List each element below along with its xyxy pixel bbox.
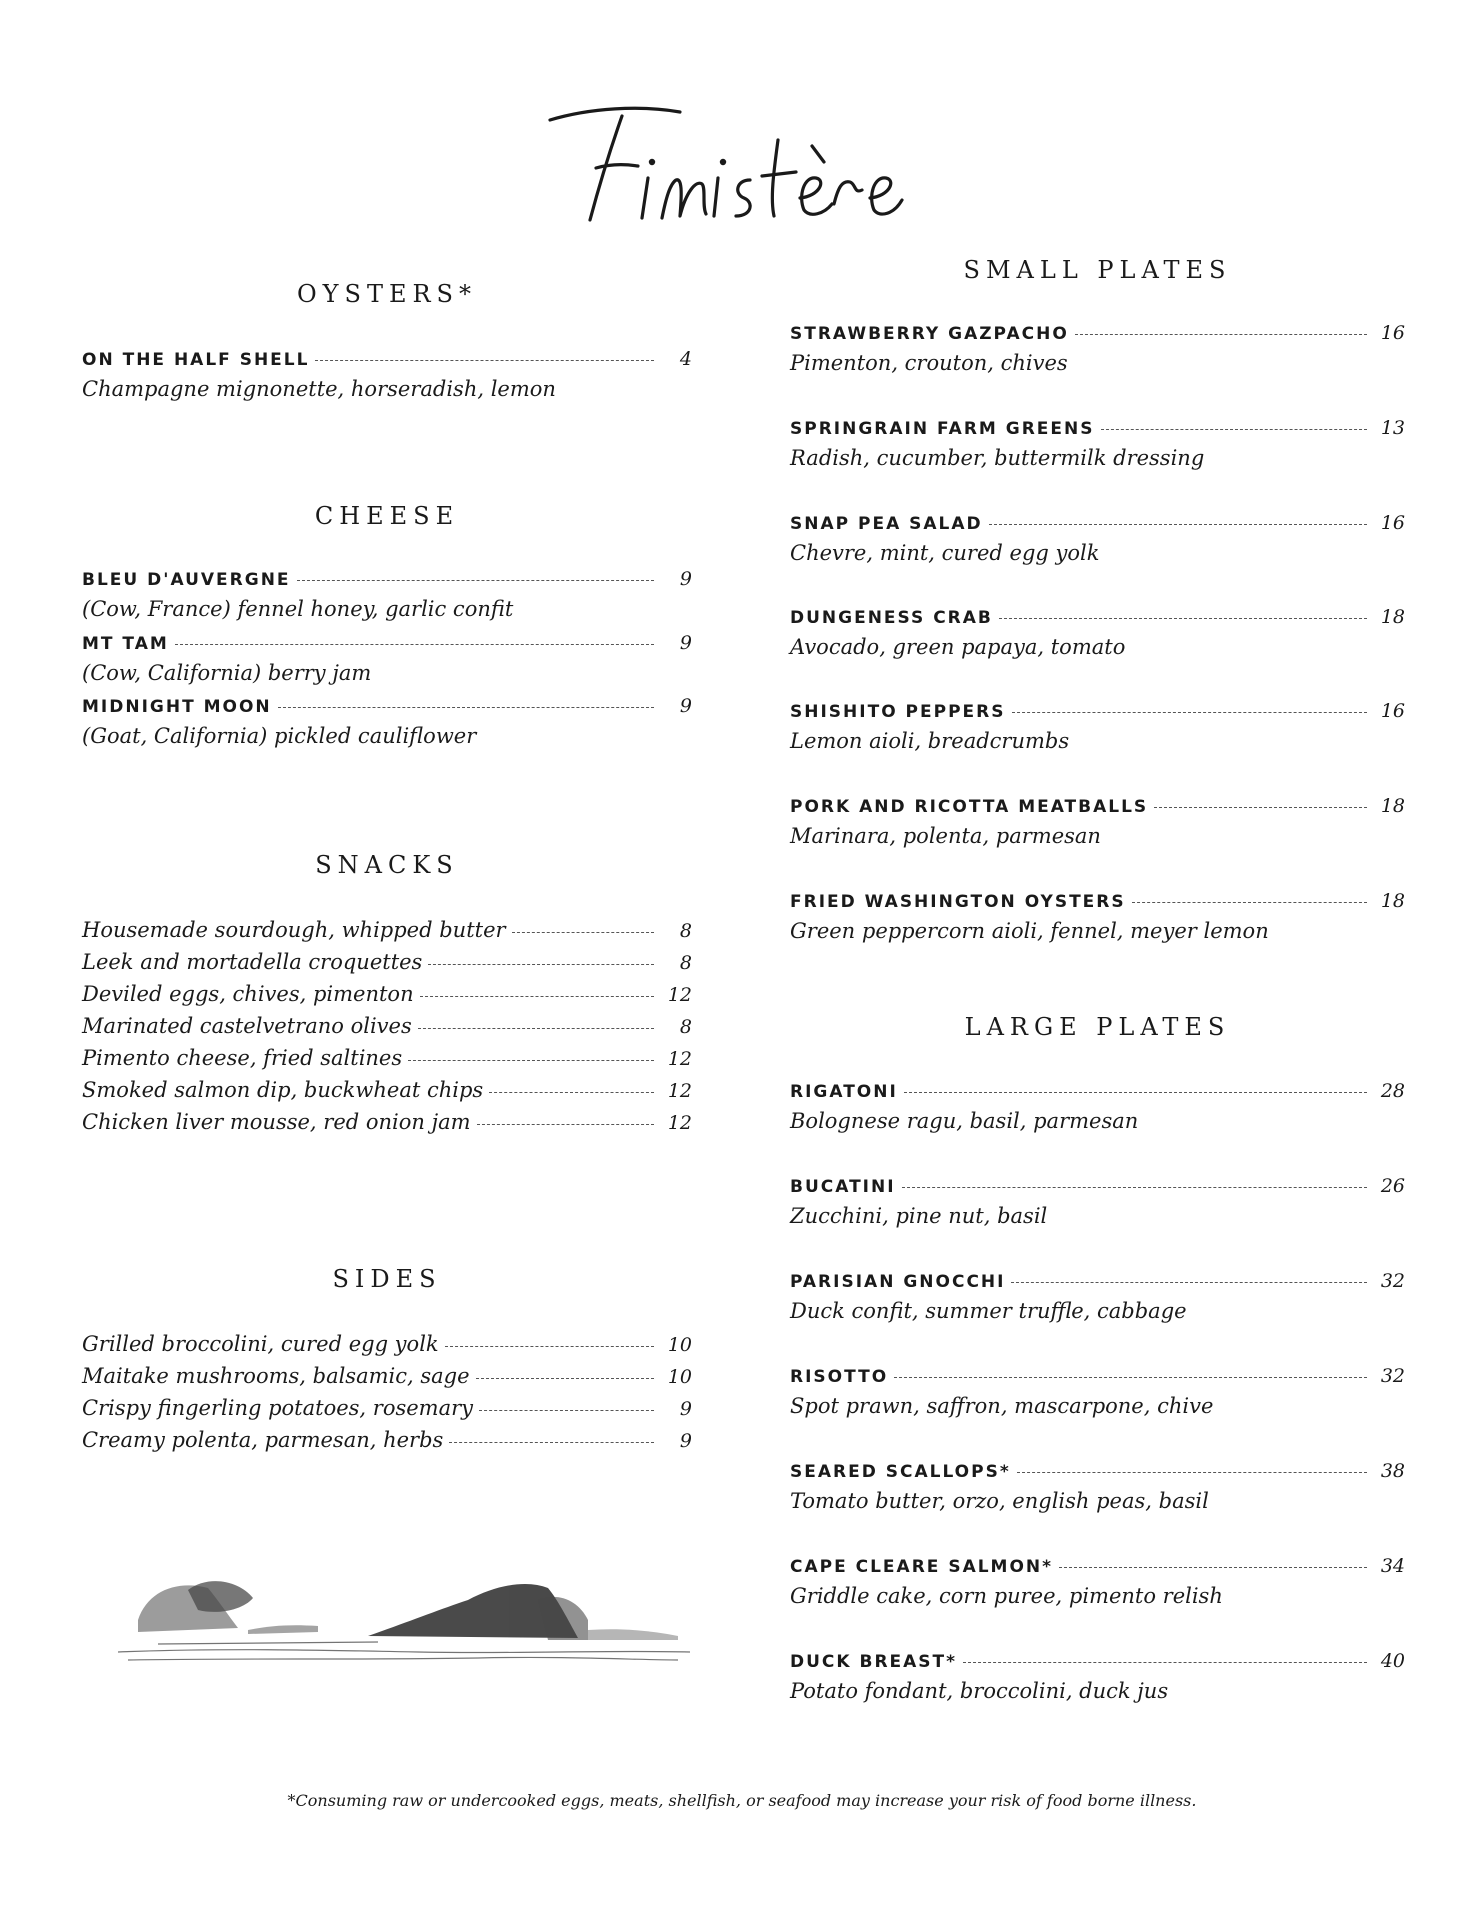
dotted-leader	[420, 996, 654, 997]
menu-item-row	[790, 1650, 1405, 1672]
dotted-leader	[902, 1187, 1367, 1188]
menu-item-row	[82, 1396, 692, 1420]
dotted-leader	[894, 1377, 1367, 1378]
dotted-leader	[297, 580, 654, 581]
menu-item-row	[82, 695, 692, 717]
item-name: Smoked salmon dip, buckwheat chips	[82, 1078, 484, 1102]
dotted-leader	[999, 618, 1367, 619]
item-name: MT TAM	[82, 634, 169, 654]
dotted-leader	[477, 1124, 654, 1125]
dotted-leader	[512, 932, 654, 933]
dotted-leader	[963, 1662, 1367, 1663]
item-name: SNAP PEA SALAD	[790, 514, 983, 534]
dotted-leader	[408, 1060, 654, 1061]
dotted-leader	[175, 644, 654, 645]
menu-item-row	[790, 1270, 1405, 1292]
small-plates-title: SMALL PLATES	[963, 256, 1232, 284]
item-description: Zucchini, pine nut, basil	[790, 1204, 1048, 1228]
item-price: 8	[679, 920, 692, 942]
sides-title: SIDES	[332, 1265, 442, 1293]
dotted-leader	[1012, 712, 1368, 713]
item-name: Chicken liver mousse, red onion jam	[82, 1110, 471, 1134]
item-description: Avocado, green papaya, tomato	[790, 635, 1126, 659]
menu-item-row	[790, 417, 1405, 439]
item-name: STRAWBERRY GAZPACHO	[790, 324, 1069, 344]
item-price: 26	[1380, 1175, 1405, 1197]
dotted-leader	[445, 1346, 654, 1347]
item-name: PARISIAN GNOCCHI	[790, 1272, 1006, 1292]
item-description: Griddle cake, corn puree, pimento relish	[790, 1584, 1223, 1608]
item-name: BLEU D'AUVERGNE	[82, 570, 291, 590]
item-price: 12	[667, 1080, 692, 1102]
menu-item-row	[82, 1110, 692, 1134]
item-name: SPRINGRAIN FARM GREENS	[790, 419, 1095, 439]
item-price: 12	[667, 1112, 692, 1134]
item-price: 13	[1380, 417, 1405, 439]
item-price: 9	[679, 1398, 692, 1420]
menu-item-row	[82, 982, 692, 1006]
item-price: 9	[679, 632, 692, 654]
dotted-leader	[315, 360, 654, 361]
dotted-leader	[428, 964, 654, 965]
item-price: 9	[679, 568, 692, 590]
menu-item-row	[790, 700, 1405, 722]
item-name: ON THE HALF SHELL	[82, 350, 310, 370]
menu-item-row	[82, 1332, 692, 1356]
item-name: MIDNIGHT MOON	[82, 697, 272, 717]
item-price: 40	[1380, 1650, 1405, 1672]
item-description: Potato fondant, broccolini, duck jus	[790, 1679, 1169, 1703]
item-name: SEARED SCALLOPS*	[790, 1462, 1011, 1482]
dotted-leader	[1075, 334, 1367, 335]
dotted-leader	[1154, 807, 1367, 808]
item-name: DUNGENESS CRAB	[790, 608, 993, 628]
item-name: RIGATONI	[790, 1082, 898, 1102]
menu-item-row	[790, 795, 1405, 817]
item-description: Radish, cucumber, buttermilk dressing	[790, 446, 1205, 470]
item-description: Pimenton, crouton, chives	[790, 351, 1068, 375]
item-description: Champagne mignonette, horseradish, lemon	[82, 377, 556, 401]
dotted-leader	[418, 1028, 654, 1029]
finistere-logo	[530, 80, 970, 250]
item-price: 32	[1380, 1270, 1405, 1292]
item-description: Lemon aioli, breadcrumbs	[790, 729, 1070, 753]
item-name: Creamy polenta, parmesan, herbs	[82, 1428, 444, 1452]
item-description: Green peppercorn aioli, fennel, meyer lemon	[790, 919, 1269, 943]
item-description: Spot prawn, saffron, mascarpone, chive	[790, 1394, 1214, 1418]
menu-item-row	[82, 568, 692, 590]
snacks-title: SNACKS	[315, 851, 459, 879]
item-price: 28	[1380, 1080, 1405, 1102]
dotted-leader	[1011, 1282, 1367, 1283]
item-description: (Cow, California) berry jam	[82, 661, 372, 685]
menu-item-row	[82, 918, 692, 942]
item-name: Pimento cheese, fried saltines	[82, 1046, 403, 1070]
dotted-leader	[1132, 902, 1367, 903]
item-description: Chevre, mint, cured egg yolk	[790, 541, 1100, 565]
item-name: FRIED WASHINGTON OYSTERS	[790, 892, 1126, 912]
food-safety-disclaimer: *Consuming raw or undercooked eggs, meats, shellfish, or seafood may increase your risk of food borne illness.	[287, 1791, 1197, 1810]
item-name: Crispy fingerling potatoes, rosemary	[82, 1396, 474, 1420]
menu-item-row	[790, 512, 1405, 534]
menu-item-row	[82, 1014, 692, 1038]
menu-item-row	[790, 1555, 1405, 1577]
menu-item-row	[82, 1364, 692, 1388]
item-price: 12	[667, 984, 692, 1006]
item-price: 38	[1380, 1460, 1405, 1482]
menu-item-row	[82, 632, 692, 654]
item-price: 10	[667, 1366, 692, 1388]
item-name: DUCK BREAST*	[790, 1652, 958, 1672]
item-name: Leek and mortadella croquettes	[82, 950, 423, 974]
item-description: Duck confit, summer truffle, cabbage	[790, 1299, 1187, 1323]
dotted-leader	[1059, 1567, 1367, 1568]
item-name: Marinated castelvetrano olives	[82, 1014, 412, 1038]
item-name: Grilled broccolini, cured egg yolk	[82, 1332, 439, 1356]
item-price: 9	[679, 1430, 692, 1452]
item-name: SHISHITO PEPPERS	[790, 702, 1006, 722]
item-description: (Goat, California) pickled cauliflower	[82, 724, 477, 748]
dotted-leader	[278, 707, 654, 708]
menu-item-row	[82, 950, 692, 974]
item-price: 8	[679, 952, 692, 974]
item-description: (Cow, France) fennel honey, garlic confit	[82, 597, 514, 621]
item-price: 10	[667, 1334, 692, 1356]
menu-item-row	[82, 1428, 692, 1452]
menu-item-row	[790, 890, 1405, 912]
menu-item-row	[82, 1078, 692, 1102]
item-price: 9	[679, 695, 692, 717]
menu-item-row	[790, 1460, 1405, 1482]
item-price: 18	[1380, 890, 1405, 912]
item-price: 4	[679, 348, 692, 370]
dotted-leader	[449, 1442, 654, 1443]
item-name: PORK AND RICOTTA MEATBALLS	[790, 797, 1149, 817]
menu-item-row	[790, 1080, 1405, 1102]
large-plates-title: LARGE PLATES	[964, 1013, 1231, 1041]
item-price: 12	[667, 1048, 692, 1070]
menu-item-row	[82, 348, 692, 370]
dotted-leader	[1017, 1472, 1367, 1473]
item-name: CAPE CLEARE SALMON*	[790, 1557, 1054, 1577]
coastline-illustration	[118, 1560, 690, 1670]
item-name: Housemade sourdough, whipped butter	[82, 918, 506, 942]
item-name: BUCATINI	[790, 1177, 896, 1197]
item-name: Maitake mushrooms, balsamic, sage	[82, 1364, 470, 1388]
dotted-leader	[476, 1378, 654, 1379]
menu-item-row	[790, 606, 1405, 628]
dotted-leader	[479, 1410, 654, 1411]
item-price: 16	[1380, 700, 1405, 722]
item-price: 16	[1380, 322, 1405, 344]
menu-item-row	[790, 1175, 1405, 1197]
item-price: 32	[1380, 1365, 1405, 1387]
menu-item-row	[82, 1046, 692, 1070]
item-name: RISOTTO	[790, 1367, 889, 1387]
item-price: 18	[1380, 795, 1405, 817]
dotted-leader	[989, 524, 1367, 525]
item-price: 34	[1380, 1555, 1405, 1577]
dotted-leader	[904, 1092, 1367, 1093]
item-description: Marinara, polenta, parmesan	[790, 824, 1101, 848]
oysters-title: OYSTERS*	[297, 280, 477, 308]
item-name: Deviled eggs, chives, pimenton	[82, 982, 414, 1006]
item-price: 8	[679, 1016, 692, 1038]
dotted-leader	[1101, 429, 1367, 430]
menu-item-row	[790, 322, 1405, 344]
item-price: 16	[1380, 512, 1405, 534]
item-description: Tomato butter, orzo, english peas, basil	[790, 1489, 1209, 1513]
menu-item-row	[790, 1365, 1405, 1387]
cheese-title: CHEESE	[314, 502, 460, 530]
dotted-leader	[489, 1092, 654, 1093]
item-price: 18	[1380, 606, 1405, 628]
item-description: Bolognese ragu, basil, parmesan	[790, 1109, 1139, 1133]
